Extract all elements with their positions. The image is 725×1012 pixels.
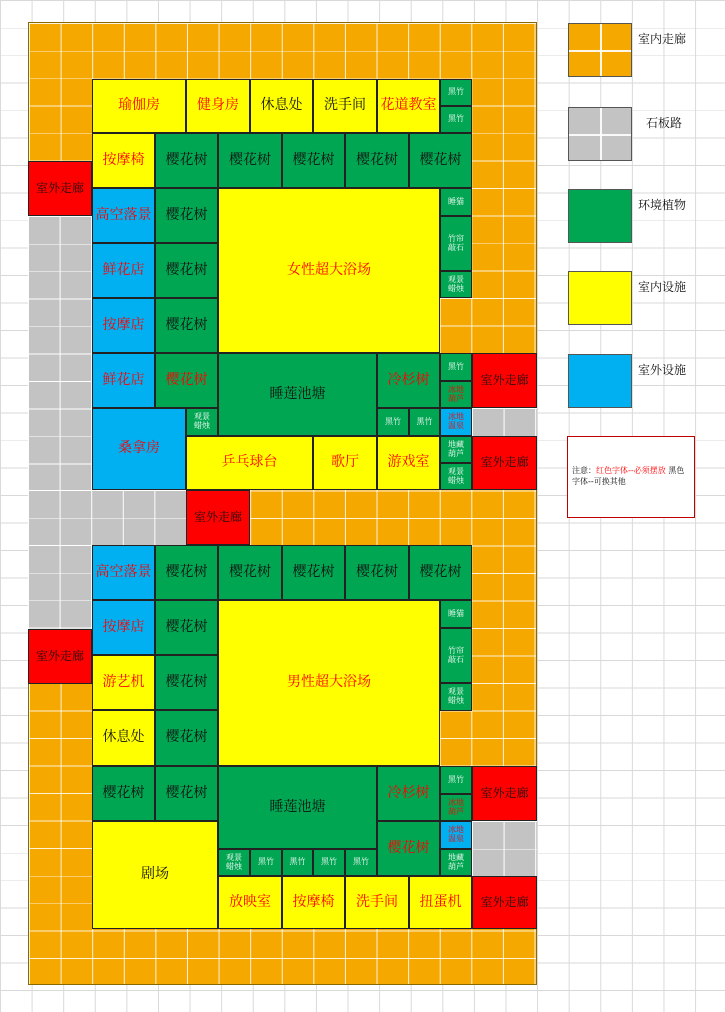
jizo-gourd[interactable]: 地藏 葫芦 <box>440 436 472 463</box>
sleeping-cat[interactable]: 睡猫 <box>440 188 472 216</box>
note-red-text: 红色字体--必须摆放 <box>596 466 666 475</box>
black-bamboo[interactable]: 黑竹 <box>313 849 345 876</box>
viewing-candle[interactable]: 观景 蜡烛 <box>440 683 472 711</box>
capsule-toy-machine[interactable]: 扭蛋机 <box>409 876 472 929</box>
viewing-candle[interactable]: 观景 蜡烛 <box>440 463 472 490</box>
high-altitude-view[interactable]: 高空落景 <box>92 545 155 600</box>
sauna-room[interactable]: 桑拿房 <box>92 408 186 490</box>
jizo-gourd[interactable]: 地藏 葫芦 <box>440 849 472 876</box>
outdoor-corridor[interactable]: 室外走廊 <box>472 436 537 490</box>
outdoor-corridor[interactable]: 室外走廊 <box>472 353 537 408</box>
black-bamboo[interactable]: 黑竹 <box>440 353 472 381</box>
cherry-tree[interactable]: 樱花树 <box>409 545 472 600</box>
black-bamboo[interactable]: 黑竹 <box>250 849 282 876</box>
massage-shop[interactable]: 按摩店 <box>92 298 155 353</box>
note-prefix: 注意： <box>572 466 596 475</box>
cherry-tree[interactable]: 樱花树 <box>155 188 218 243</box>
restroom[interactable]: 洗手间 <box>345 876 409 929</box>
cherry-tree[interactable]: 樱花树 <box>155 545 218 600</box>
massage-chair[interactable]: 按摩椅 <box>92 133 155 188</box>
ping-pong-table[interactable]: 乒乓球台 <box>186 436 313 490</box>
bamboo-stone[interactable]: 竹帘 敲石 <box>440 628 472 683</box>
yoga-room[interactable]: 瑜伽房 <box>92 79 186 133</box>
black-bamboo[interactable]: 黑竹 <box>377 408 409 436</box>
cherry-tree[interactable]: 樱花树 <box>155 243 218 298</box>
legend-swatch-indoor-corridor <box>568 23 632 77</box>
cherry-tree[interactable]: 樱花树 <box>345 545 409 600</box>
cherry-tree[interactable]: 樱花树 <box>409 133 472 188</box>
legend-label-stone-path: 石板路 <box>646 116 683 130</box>
karaoke-hall[interactable]: 歌厅 <box>313 436 377 490</box>
ice-hot-spring[interactable]: 冰地 温泉 <box>440 821 472 849</box>
note-box <box>567 436 695 518</box>
flower-shop[interactable]: 鲜花店 <box>92 353 155 408</box>
massage-chair[interactable]: 按摩椅 <box>282 876 345 929</box>
outdoor-corridor[interactable]: 室外走廊 <box>472 766 537 821</box>
fir-tree[interactable]: 冷杉树 <box>377 766 440 821</box>
sleeping-cat[interactable]: 睡猫 <box>440 600 472 628</box>
stone-path-right-upper <box>472 408 537 436</box>
legend-swatch-indoor-facility <box>568 271 632 325</box>
womens-grand-bath[interactable]: 女性超大浴场 <box>218 188 440 353</box>
black-bamboo[interactable]: 黑竹 <box>345 849 377 876</box>
cherry-tree[interactable]: 樱花树 <box>155 298 218 353</box>
black-bamboo[interactable]: 黑竹 <box>282 849 313 876</box>
cherry-tree[interactable]: 樱花树 <box>377 821 440 876</box>
cherry-tree[interactable]: 樱花树 <box>155 133 218 188</box>
outdoor-corridor[interactable]: 室外走廊 <box>472 876 537 929</box>
outdoor-corridor[interactable]: 室外走廊 <box>28 161 92 216</box>
flower-arrangement-classroom[interactable]: 花道教室 <box>377 79 440 133</box>
massage-shop[interactable]: 按摩店 <box>92 600 155 655</box>
arcade-machine[interactable]: 游艺机 <box>92 655 155 710</box>
bamboo-stone[interactable]: 竹帘 敲石 <box>440 216 472 271</box>
black-bamboo[interactable]: 黑竹 <box>409 408 440 436</box>
cherry-tree[interactable]: 樱花树 <box>92 766 155 821</box>
rest-area[interactable]: 休息处 <box>250 79 313 133</box>
legend-label-plants: 环境植物 <box>638 198 687 212</box>
cherry-tree[interactable]: 樱花树 <box>155 766 218 821</box>
flower-shop[interactable]: 鲜花店 <box>92 243 155 298</box>
ice-gourd[interactable]: 冰地 葫芦 <box>440 794 472 821</box>
stone-path-left-lower <box>28 490 186 545</box>
restroom[interactable]: 洗手间 <box>313 79 377 133</box>
high-altitude-view[interactable]: 高空落景 <box>92 188 155 243</box>
game-room[interactable]: 游戏室 <box>377 436 440 490</box>
mens-grand-bath[interactable]: 男性超大浴场 <box>218 600 440 766</box>
ice-gourd[interactable]: 冰地 葫芦 <box>440 381 472 408</box>
legend-swatch-stone-path <box>568 107 632 161</box>
legend-label-indoor-facility: 室内设施 <box>638 280 687 294</box>
note-black-text: 黑色字体--可换其他 <box>572 466 685 487</box>
lily-pond[interactable]: 睡莲池塘 <box>218 766 377 849</box>
cherry-tree[interactable]: 樱花树 <box>218 545 282 600</box>
viewing-candle[interactable]: 观景 蜡烛 <box>440 271 472 298</box>
cherry-tree[interactable]: 樱花树 <box>282 133 345 188</box>
stone-path-right-lower <box>472 821 537 877</box>
cherry-tree[interactable]: 樱花树 <box>282 545 345 600</box>
cherry-tree[interactable]: 樱花树 <box>218 133 282 188</box>
gym[interactable]: 健身房 <box>186 79 250 133</box>
legend-swatch-outdoor-facility <box>568 354 632 408</box>
outdoor-corridor[interactable]: 室外走廊 <box>186 490 250 545</box>
lily-pond[interactable]: 睡莲池塘 <box>218 353 377 436</box>
black-bamboo[interactable]: 黑竹 <box>440 79 472 106</box>
legend-label-indoor-corridor: 室内走廊 <box>638 32 687 46</box>
viewing-candle[interactable]: 观景 蜡烛 <box>186 408 218 436</box>
viewing-candle[interactable]: 观景 蜡烛 <box>218 849 250 876</box>
cherry-tree[interactable]: 樱花树 <box>155 600 218 655</box>
fir-tree[interactable]: 冷杉树 <box>377 353 440 408</box>
black-bamboo[interactable]: 黑竹 <box>440 106 472 133</box>
legend-label-outdoor-facility: 室外设施 <box>638 363 687 377</box>
cherry-tree[interactable]: 樱花树 <box>345 133 409 188</box>
cherry-tree[interactable]: 樱花树 <box>155 655 218 710</box>
cherry-tree[interactable]: 樱花树 <box>155 710 218 766</box>
ice-hot-spring[interactable]: 冰地 温泉 <box>440 408 472 436</box>
cherry-tree[interactable]: 樱花树 <box>155 353 218 408</box>
legend-swatch-plants <box>568 189 632 243</box>
rest-area[interactable]: 休息处 <box>92 710 155 766</box>
outdoor-corridor[interactable]: 室外走廊 <box>28 629 92 684</box>
black-bamboo[interactable]: 黑竹 <box>440 766 472 794</box>
stone-path-left-mid <box>28 545 92 629</box>
theater[interactable]: 剧场 <box>92 821 218 929</box>
screening-room[interactable]: 放映室 <box>218 876 282 929</box>
